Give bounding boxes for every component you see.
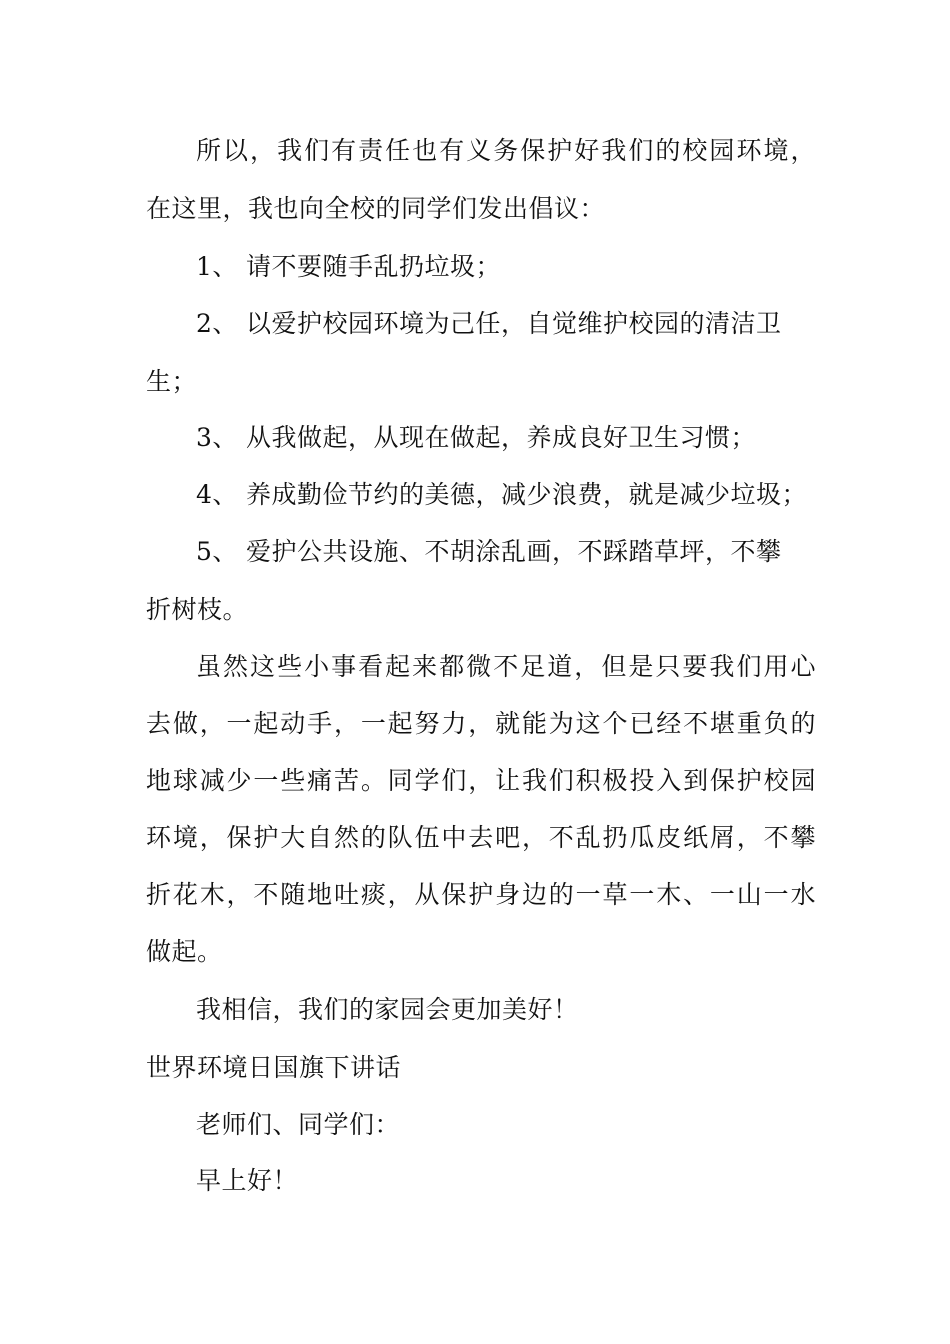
list-item-text: 以爱护校园环境为己任，自觉维护校园的清洁卫 <box>246 309 782 338</box>
paragraph-line: 我相信，我们的家园会更加美好！ <box>196 995 579 1024</box>
list-item-text: 养成勤俭节约的美德，减少浪费，就是减少垃圾； <box>246 480 808 509</box>
list-item-1 <box>196 252 816 282</box>
list-item-text: 爱护公共设施、不胡涂乱画，不踩踏草坪，不攀 <box>246 537 782 566</box>
paragraph-line: 所以，我们有责任也有义务保护好我们的校园环境， <box>196 136 816 165</box>
list-item-text: 从我做起，从现在做起，养成良好卫生习惯； <box>246 423 757 452</box>
paragraph-line: 虽然这些小事看起来都微不足道，但是只要我们用心 <box>196 652 816 681</box>
paragraph-line: 做起。 <box>146 937 223 966</box>
list-item-2 <box>196 309 816 339</box>
paragraph-line: 折树枝。 <box>146 595 249 624</box>
list-item-text: 请不要随手乱扔垃圾； <box>246 252 502 281</box>
greeting: 早上好！ <box>196 1166 299 1195</box>
list-item-5 <box>196 537 816 567</box>
list-number: 5、 <box>196 537 238 566</box>
salutation: 老师们、同学们： <box>196 1110 401 1139</box>
paragraph-line: 在这里，我也向全校的同学们发出倡议： <box>146 194 606 223</box>
list-number: 3、 <box>196 423 238 452</box>
paragraph-line: 地球减少一些痛苦。同学们，让我们积极投入到保护校园 <box>146 766 816 795</box>
list-item-3 <box>196 423 816 453</box>
list-number: 4、 <box>196 480 238 509</box>
list-number: 1、 <box>196 252 238 281</box>
list-number: 2、 <box>196 309 238 338</box>
paragraph-line: 环境，保护大自然的队伍中去吧，不乱扔瓜皮纸屑，不攀 <box>146 823 816 852</box>
section-heading: 世界环境日国旗下讲话 <box>146 1053 402 1082</box>
paragraph-line: 生； <box>146 367 198 396</box>
paragraph-line: 去做，一起动手，一起努力，就能为这个已经不堪重负的 <box>146 709 816 738</box>
paragraph-line: 折花木，不随地吐痰，从保护身边的一草一木、一山一水 <box>146 880 816 909</box>
list-item-4 <box>196 480 816 510</box>
